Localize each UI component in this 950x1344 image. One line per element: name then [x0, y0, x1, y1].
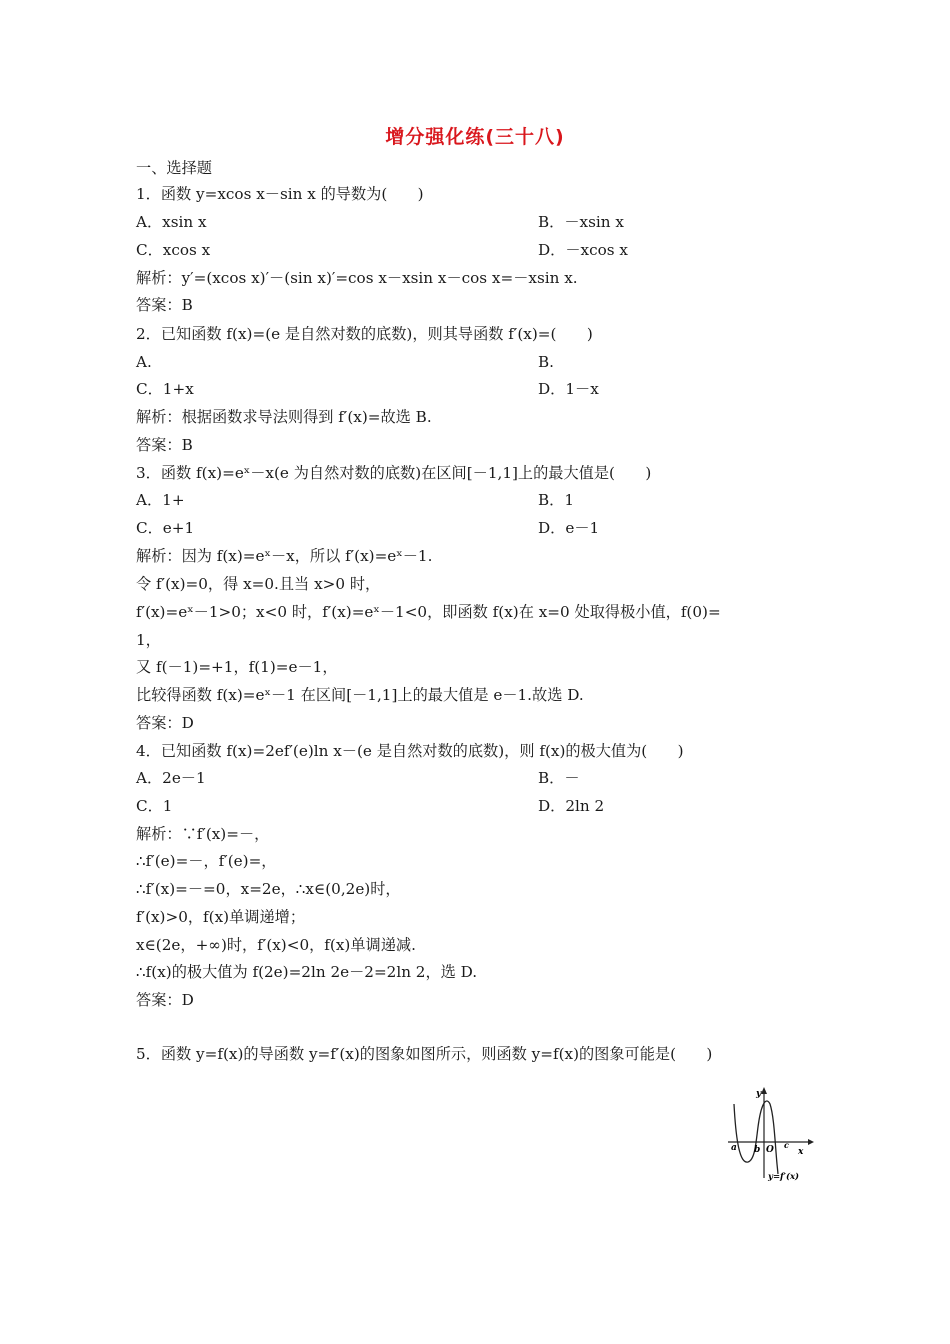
y-axis-label: y: [756, 1089, 762, 1099]
text-line: f′(x)>0，f(x)单调递增；: [136, 908, 306, 926]
text-line: B.: [538, 353, 554, 371]
text-line: 5．函数 y=f(x)的导函数 y=f′(x)的图象如图所示，则函数 y=f(x)的图象可能是( ): [136, 1045, 713, 1063]
label-a: a: [731, 1143, 737, 1153]
text-line: B．1: [538, 491, 575, 509]
text-line: ∴f′(e)=－，f′(e)=，: [136, 852, 277, 870]
text-line: 答案：D: [136, 714, 194, 732]
text-line: 1，: [136, 631, 161, 649]
text-line: 令 f′(x)=0，得 x=0.且当 x>0 时，: [136, 575, 381, 593]
text-line: 又 f(－1)=+1，f(1)=e－1，: [136, 658, 338, 676]
text-line: C．e+1: [136, 519, 195, 537]
text-line: 解析：y′=(xcos x)′－(sin x)′=cos x－xsin x－cos x=－xsin x.: [136, 269, 578, 287]
text-line: 比较得函数 f(x)=eˣ－1 在区间[－1,1]上的最大值是 e－1.故选 D.: [136, 686, 584, 704]
text-line: f′(x)=eˣ－1>0；x<0 时，f′(x)=eˣ－1<0，即函数 f(x)在 x=0 处取得极小值，f(0)=: [136, 603, 721, 621]
derivative-graph: [728, 1082, 816, 1182]
text-line: C．1+x: [136, 380, 194, 398]
label-c: c: [784, 1140, 789, 1150]
text-line: D．2ln 2: [538, 797, 605, 815]
text-line: x∈(2e，+∞)时，f′(x)<0，f(x)单调递减.: [136, 936, 416, 954]
text-line: 2．已知函数 f(x)=(e 是自然对数的底数)，则其导函数 f′(x)=( ): [136, 325, 593, 343]
text-line: 解析：因为 f(x)=eˣ－x，所以 f′(x)=eˣ－1.: [136, 547, 433, 565]
text-line: B．－: [538, 769, 580, 787]
text-line: 1．函数 y=xcos x－sin x 的导数为( ): [136, 185, 424, 203]
x-axis-arrow: [808, 1139, 814, 1145]
text-line: C．1: [136, 797, 173, 815]
text-line: B．－xsin x: [538, 213, 624, 231]
y-axis-arrow: [761, 1087, 767, 1094]
text-line: A.: [136, 353, 152, 371]
text-line: ∴f(x)的极大值为 f(2e)=2ln 2e－2=2ln 2，选 D.: [136, 963, 478, 981]
x-axis-label: x: [798, 1147, 804, 1157]
text-line: 3．函数 f(x)=eˣ－x(e 为自然对数的底数)在区间[－1,1]上的最大值是( ): [136, 464, 652, 482]
section-heading: 一、选择题: [136, 159, 212, 177]
text-line: D．e－1: [538, 519, 600, 537]
label-origin: O: [766, 1145, 774, 1155]
derivative-curve: [734, 1101, 778, 1174]
text-line: 解析：根据函数求导法则得到 f′(x)=故选 B.: [136, 408, 432, 426]
text-line: 答案：B: [136, 436, 193, 454]
text-line: A．1+: [136, 491, 185, 509]
text-line: 解析：∵f′(x)=－，: [136, 825, 270, 843]
text-line: D．－xcos x: [538, 241, 628, 259]
label-b: b: [754, 1145, 761, 1155]
page-title: 增分强化练(三十八): [385, 126, 565, 148]
text-line: 答案：D: [136, 991, 194, 1009]
text-line: ∴f′(x)=－=0，x=2e，∴x∈(0,2e)时，: [136, 880, 401, 898]
graph-caption: y=f′(x): [768, 1172, 800, 1182]
text-line: 4．已知函数 f(x)=2ef′(e)ln x－(e 是自然对数的底数)，则 f(x)的极大值为( ): [136, 742, 684, 760]
text-line: A．2e－1: [136, 769, 206, 787]
text-line: D．1－x: [538, 380, 599, 398]
text-line: C．xcos x: [136, 241, 211, 259]
text-line: 答案：B: [136, 296, 193, 314]
text-line: A．xsin x: [136, 213, 207, 231]
